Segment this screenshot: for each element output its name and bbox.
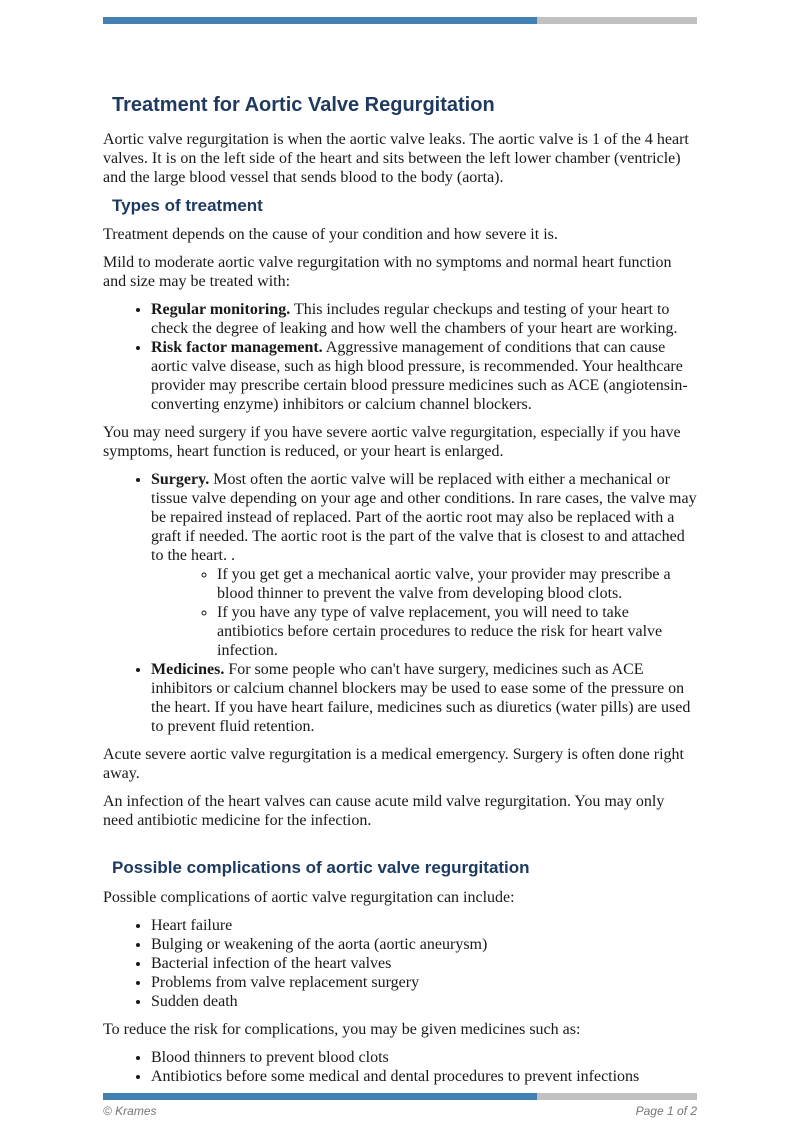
paragraph-treatment-depends: Treatment depends on the cause of your condition and how severe it is.: [103, 226, 558, 244]
severe-treatment-list: [103, 470, 697, 736]
header-accent-bar: [103, 17, 697, 24]
footer-bar-blue-segment: [103, 1093, 537, 1100]
list-item: • Blood thinners to prevent blood clots: [151, 1048, 697, 1067]
paragraph-mild-moderate: Mild to moderate aortic valve regurgitation with no symptoms and normal heart function and size may be treated with:: [103, 254, 672, 291]
page-footer: [103, 1093, 697, 1118]
footer-text-row: [103, 1104, 697, 1118]
list-item: [151, 660, 697, 736]
header-bar-gray-segment: [537, 17, 697, 24]
list-item-lead: Regular monitoring.: [151, 301, 291, 319]
surgery-sublist: [151, 565, 697, 660]
list-item: • Heart failure: [151, 916, 697, 935]
mild-treatment-list: [103, 300, 697, 414]
header-bar-blue-segment: [103, 17, 537, 24]
list-item-lead: Medicines.: [151, 661, 225, 679]
list-item: • Bulging or weakening of the aorta (aortic aneurysm): [151, 935, 697, 954]
list-item: [151, 300, 697, 338]
list-item-lead: Risk factor management.: [151, 339, 323, 357]
paragraph-complications-intro: Possible complications of aortic valve regurgitation can include:: [103, 888, 515, 906]
risk-reduction-list: [103, 1048, 697, 1086]
list-item: • Sudden death: [151, 992, 697, 1011]
paragraph-acute-severe: Acute severe aortic valve regurgitation is a medical emergency. Surgery is often done right away.: [103, 746, 684, 783]
list-item-text: Aggressive management of conditions that can cause aortic valve disease, such as high blood pressure, is recommended. Your healthcare provider may prescribe certain blood pressure medicines such as ACE (angiotensin-converting enzyme) inhibitors or calcium channel blockers.: [151, 339, 688, 414]
section-heading-complications: Possible complications of aortic valve regurgitation: [112, 858, 530, 878]
footer-bar-gray-segment: [537, 1093, 697, 1100]
list-item-text: For some people who can't have surgery, medicines such as ACE inhibitors or calcium channel blockers may be used to ease some of the pressure on the heart. If you have heart failure, medicines such as diuretics (water pills) are used to prevent fluid retention.: [151, 661, 691, 736]
copyright-text: © Krames: [103, 1104, 157, 1118]
list-item: • Bacterial infection of the heart valves: [151, 954, 697, 973]
paragraph-infection: An infection of the heart valves can cause acute mild valve regurgitation. You may only need antibiotic medicine for the infection.: [103, 793, 665, 830]
list-item: • Problems from valve replacement surgery: [151, 973, 697, 992]
paragraph-reduce-risk: To reduce the risk for complications, you may be given medicines such as:: [103, 1020, 581, 1038]
page-number: Page 1 of 2: [635, 1104, 697, 1118]
list-item: [151, 470, 697, 660]
list-item: [151, 338, 697, 414]
list-item-lead: Surgery.: [151, 471, 210, 489]
paragraph-surgery-intro: You may need surgery if you have severe aortic valve regurgitation, especially if you have symptoms, heart function is reduced, or your heart is enlarged.: [103, 424, 681, 461]
footer-accent-bar: [103, 1093, 697, 1100]
list-item-text: This includes regular checkups and testing of your heart to check the degree of leaking and how well the chambers of your heart are working.: [151, 301, 678, 338]
list-item-text: Most often the aortic valve will be replaced with either a mechanical or tissue valve depending on your age and other conditions. In rare cases, the valve may be repaired instead of replaced. Part of the aortic root may also be replaced with a graft if needed. The aortic root is the part of the valve that is closest to and attached to the heart. .: [151, 471, 697, 565]
intro-paragraph: Aortic valve regurgitation is when the aortic valve leaks. The aortic valve is 1 of the 4 heart valves. It is on the left side of the heart and sits between the left lower chamber (ventricle) and the large blood vessel that sends blood to the body (aorta).: [103, 131, 689, 186]
section-heading-types-of-treatment: Types of treatment: [112, 196, 263, 215]
list-item: • Antibiotics before some medical and dental procedures to prevent infections: [151, 1067, 697, 1086]
complications-list: [103, 916, 697, 1011]
page-title: Treatment for Aortic Valve Regurgitation: [112, 94, 495, 116]
list-item: ◦ If you have any type of valve replacement, you will need to take antibiotics before certain procedures to reduce the risk for heart valve infection.: [217, 603, 697, 660]
list-item: ◦ If you get get a mechanical aortic valve, your provider may prescribe a blood thinner to prevent the valve from developing blood clots.: [217, 565, 697, 603]
document-content: [103, 24, 697, 1094]
